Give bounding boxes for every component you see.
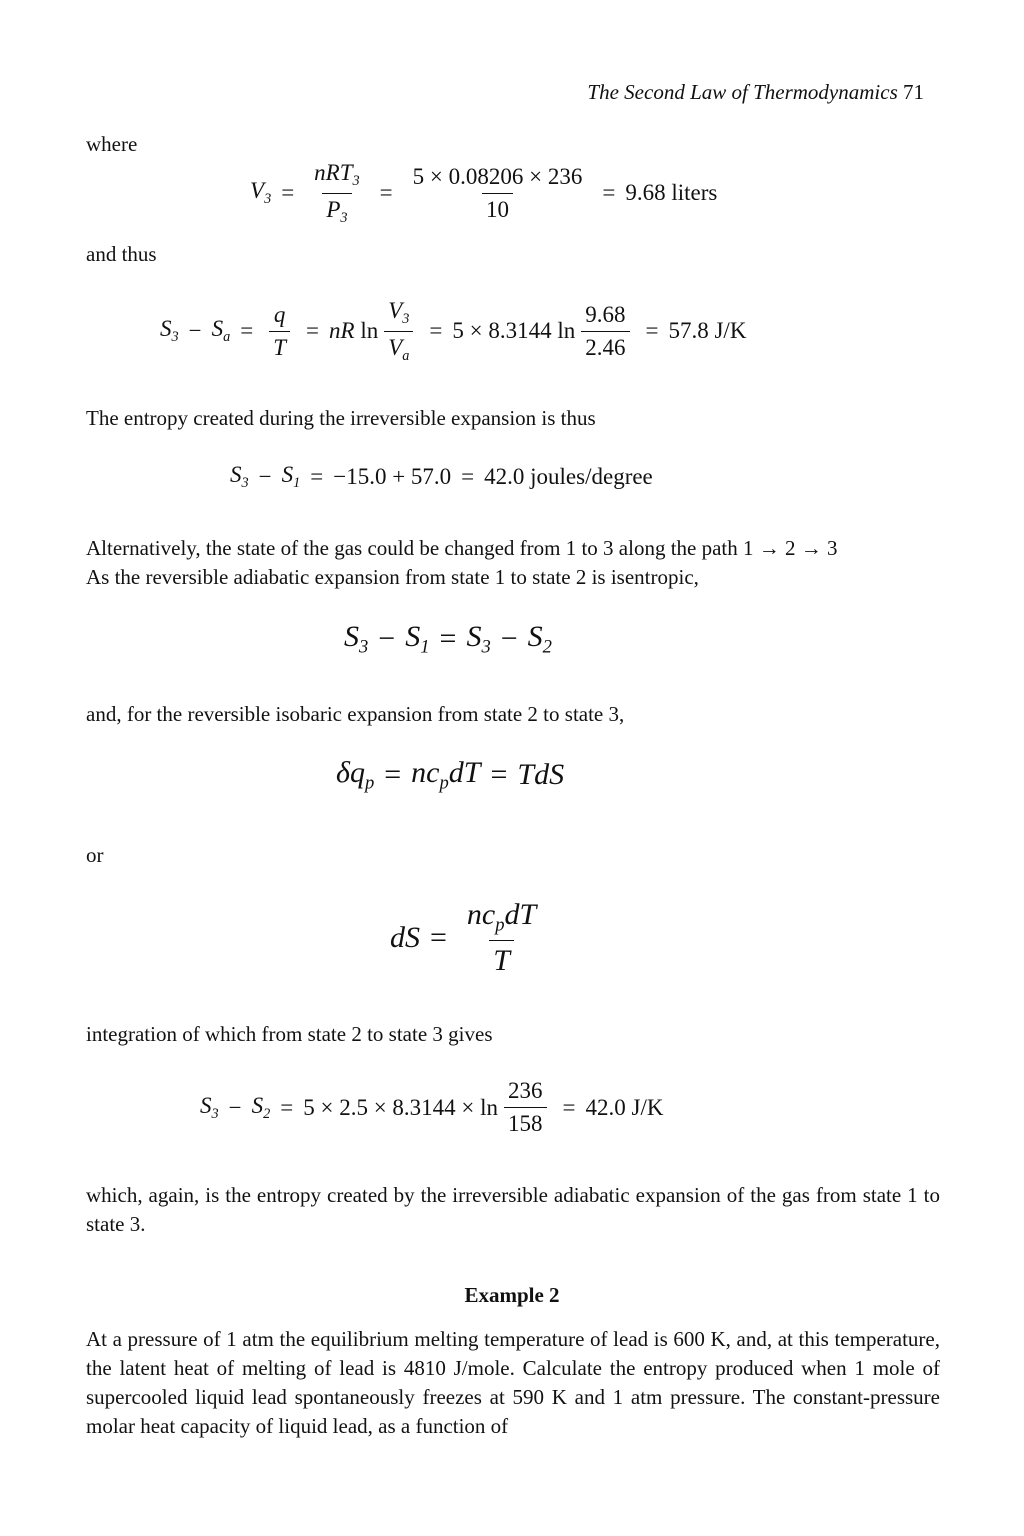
equation-isentropic: $S_3$ − $S_1$ = $S_3$ − $S_2$ (344, 620, 552, 658)
running-header (587, 80, 924, 105)
eq2-result: 57.8 J/K (668, 318, 747, 344)
paragraph-integration: integration of which from state 2 to state 3 gives (86, 1022, 493, 1046)
paragraph-where: where (86, 132, 138, 156)
eq1-result: 9.68 liters (625, 180, 718, 206)
paragraph-and-thus: and thus (86, 242, 157, 266)
page-number: 71 (903, 80, 924, 104)
running-title: The Second Law of Thermodynamics (587, 80, 898, 104)
equation-integrated-entropy: $S_3$ − $S_2$ = 5 × 2.5 × 8.3144 × ln $\frac{236}{158}$ = 42.0 J/K (200, 1078, 664, 1136)
eq7-result: 42.0 J/K (585, 1094, 664, 1120)
example-text: At a pressure of 1 atm the equilibrium melting temperature of lead is 600 K, and, at this temperature, the latent heat of melting of lead is 4810 J/mole. Calculate the entropy produced when 1 mole of supercooled liquid lead spontaneously freezes at 590 K and 1 atm pressure. The constant-pressure molar heat capacity of liquid lead, as a function of (86, 1327, 940, 1438)
equation-ds: dS = $\frac{nc_pdT}{T}$ (390, 898, 537, 977)
equation-heat: $\delta q_p$ = $nc_pdT$ = TdS (336, 756, 565, 794)
paragraph-alternatively: Alternatively, the state of the gas could be changed from 1 to 3 along the path 1 → 2 → 3 As the reversible adiabatic expansion from state 1 to state 2 is isentropic, (86, 536, 838, 589)
equation-volume: $V_3$ = $\frac{nRT_3}{P_3}$ = $\frac{5 \times 0.08206 \times 236}{10}$ = 9.68 liters (250, 160, 718, 226)
eq1-fraction-1: $\frac{nRT_3}{P_3}$ (314, 160, 360, 226)
paragraph-or: or (86, 843, 104, 867)
paragraph-which-again: which, again, is the entropy created by the irreversible adiabatic expansion of the gas from state 1 to state 3. (86, 1183, 940, 1236)
paragraph-entropy-created: The entropy created during the irreversible expansion is thus (86, 406, 596, 430)
paragraph-isobaric: and, for the reversible isobaric expansion from state 2 to state 3, (86, 702, 625, 726)
equation-entropy-created: $S_3$ − $S_1$ = −15.0 + 57.0 = 42.0 joules/degree (230, 462, 653, 491)
eq3-result: 42.0 joules/degree (484, 463, 653, 489)
equation-entropy-change: $S_3$ − $S_a$ = $\frac{q}{T}$ = nR ln $\frac{V_3}{V_a}$ = 5 × 8.3144 ln $\frac{9.68}{2.46}$ = 57.8 J/K (160, 298, 747, 364)
example-heading: Example 2 (464, 1283, 560, 1307)
eq1-fraction-2: $\frac{5 \times 0.08206 \times 236}{10}$ (412, 163, 583, 222)
eq1-lhs: $V_3$ (250, 178, 272, 208)
